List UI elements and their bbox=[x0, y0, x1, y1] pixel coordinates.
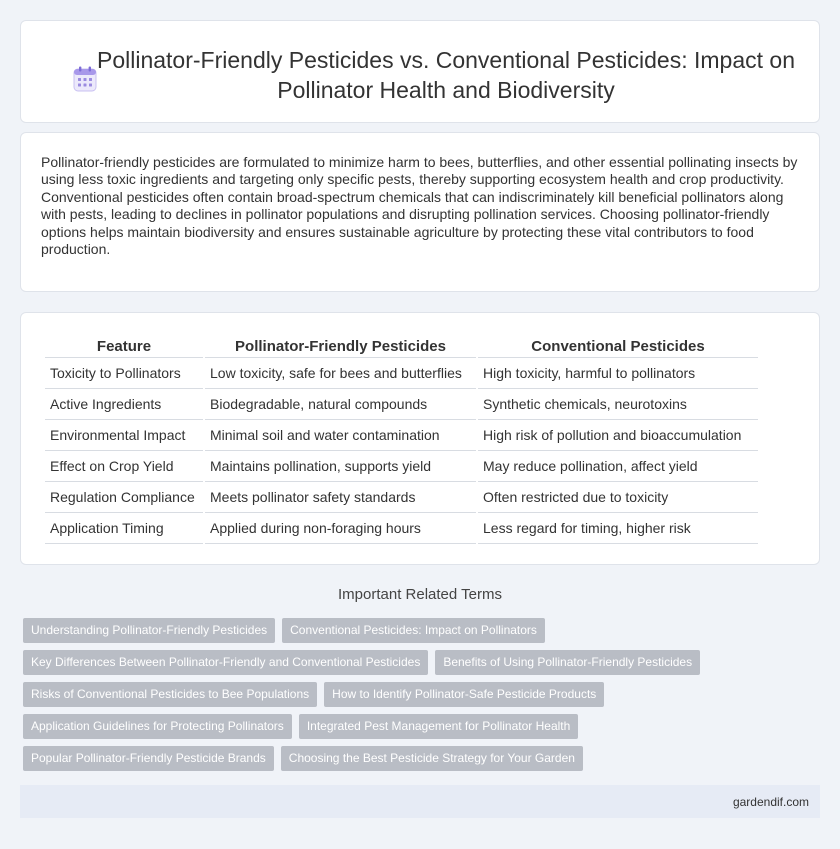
related-term-tag[interactable]: Benefits of Using Pollinator-Friendly Pesticides bbox=[435, 650, 700, 675]
related-terms-row bbox=[23, 650, 700, 675]
related-term-tag[interactable]: Understanding Pollinator-Friendly Pesticides bbox=[23, 618, 275, 643]
conventional-cell: Less regard for timing, higher risk bbox=[478, 513, 758, 544]
related-term-tag[interactable]: How to Identify Pollinator-Safe Pesticide Products bbox=[324, 682, 604, 707]
related-terms-row bbox=[23, 746, 583, 771]
table-header-row bbox=[45, 335, 758, 358]
intro-paragraph: Pollinator-friendly pesticides are formulated to minimize harm to bees, butterflies, and other essential pollinating insects by using less toxic ingredients and targeting only specific pests, thereby supporting ecosystem health and crop productivity. Conventional pesticides often contain broad-spectrum chemicals that can indiscriminately kill beneficial pollinators along with pests, leading to declines in pollinator populations and disrupting pollination services. Choosing pollinator-friendly options helps maintain biodiversity and ensures sustainable agriculture by protecting these vital contributors to food production. bbox=[41, 154, 798, 258]
conventional-cell: High risk of pollution and bioaccumulation bbox=[478, 420, 758, 451]
pollinator-friendly-cell: Maintains pollination, supports yield bbox=[205, 451, 476, 482]
table-row bbox=[45, 513, 758, 544]
pollinator-friendly-cell: Low toxicity, safe for bees and butterflies bbox=[205, 358, 476, 389]
column-header-feature: Feature bbox=[45, 335, 203, 358]
comparison-table bbox=[43, 335, 760, 544]
intro-card bbox=[20, 132, 820, 292]
table-row bbox=[45, 420, 758, 451]
column-header-conventional: Conventional Pesticides bbox=[478, 335, 758, 358]
title-card bbox=[20, 20, 820, 123]
related-term-tag[interactable]: Risks of Conventional Pesticides to Bee Populations bbox=[23, 682, 317, 707]
feature-cell: Toxicity to Pollinators bbox=[45, 358, 203, 389]
related-term-tag[interactable]: Key Differences Between Pollinator-Friendly and Conventional Pesticides bbox=[23, 650, 428, 675]
pollinator-friendly-cell: Minimal soil and water contamination bbox=[205, 420, 476, 451]
table-row bbox=[45, 389, 758, 420]
feature-cell: Active Ingredients bbox=[45, 389, 203, 420]
conventional-cell: May reduce pollination, affect yield bbox=[478, 451, 758, 482]
pollinator-friendly-cell: Meets pollinator safety standards bbox=[205, 482, 476, 513]
related-term-tag[interactable]: Application Guidelines for Protecting Pollinators bbox=[23, 714, 292, 739]
feature-cell: Environmental Impact bbox=[45, 420, 203, 451]
related-term-tag[interactable]: Popular Pollinator-Friendly Pesticide Brands bbox=[23, 746, 274, 771]
related-term-tag[interactable]: Integrated Pest Management for Pollinator Health bbox=[299, 714, 578, 739]
related-terms-row bbox=[23, 618, 545, 643]
footer-site-link[interactable]: gardendif.com bbox=[732, 795, 809, 809]
table-row bbox=[45, 358, 758, 389]
table-row bbox=[45, 482, 758, 513]
related-terms-row bbox=[23, 714, 578, 739]
comparison-card bbox=[20, 312, 820, 565]
feature-cell: Regulation Compliance bbox=[45, 482, 203, 513]
column-header-pollinator-friendly: Pollinator-Friendly Pesticides bbox=[205, 335, 476, 358]
conventional-cell: High toxicity, harmful to pollinators bbox=[478, 358, 758, 389]
feature-cell: Application Timing bbox=[45, 513, 203, 544]
feature-cell: Effect on Crop Yield bbox=[45, 451, 203, 482]
pollinator-friendly-cell: Biodegradable, natural compounds bbox=[205, 389, 476, 420]
conventional-cell: Often restricted due to toxicity bbox=[478, 482, 758, 513]
related-terms-row bbox=[23, 682, 604, 707]
related-terms-heading: Important Related Terms bbox=[338, 586, 502, 603]
pollinator-friendly-cell: Applied during non-foraging hours bbox=[205, 513, 476, 544]
related-term-tag[interactable]: Conventional Pesticides: Impact on Pollinators bbox=[282, 618, 545, 643]
related-term-tag[interactable]: Choosing the Best Pesticide Strategy for Your Garden bbox=[281, 746, 583, 771]
table-row bbox=[45, 451, 758, 482]
footer-bar bbox=[20, 785, 820, 818]
conventional-cell: Synthetic chemicals, neurotoxins bbox=[478, 389, 758, 420]
page-title: Pollinator-Friendly Pesticides vs. Conventional Pesticides: Impact on Pollinator Health and Biodiversity bbox=[97, 47, 795, 103]
